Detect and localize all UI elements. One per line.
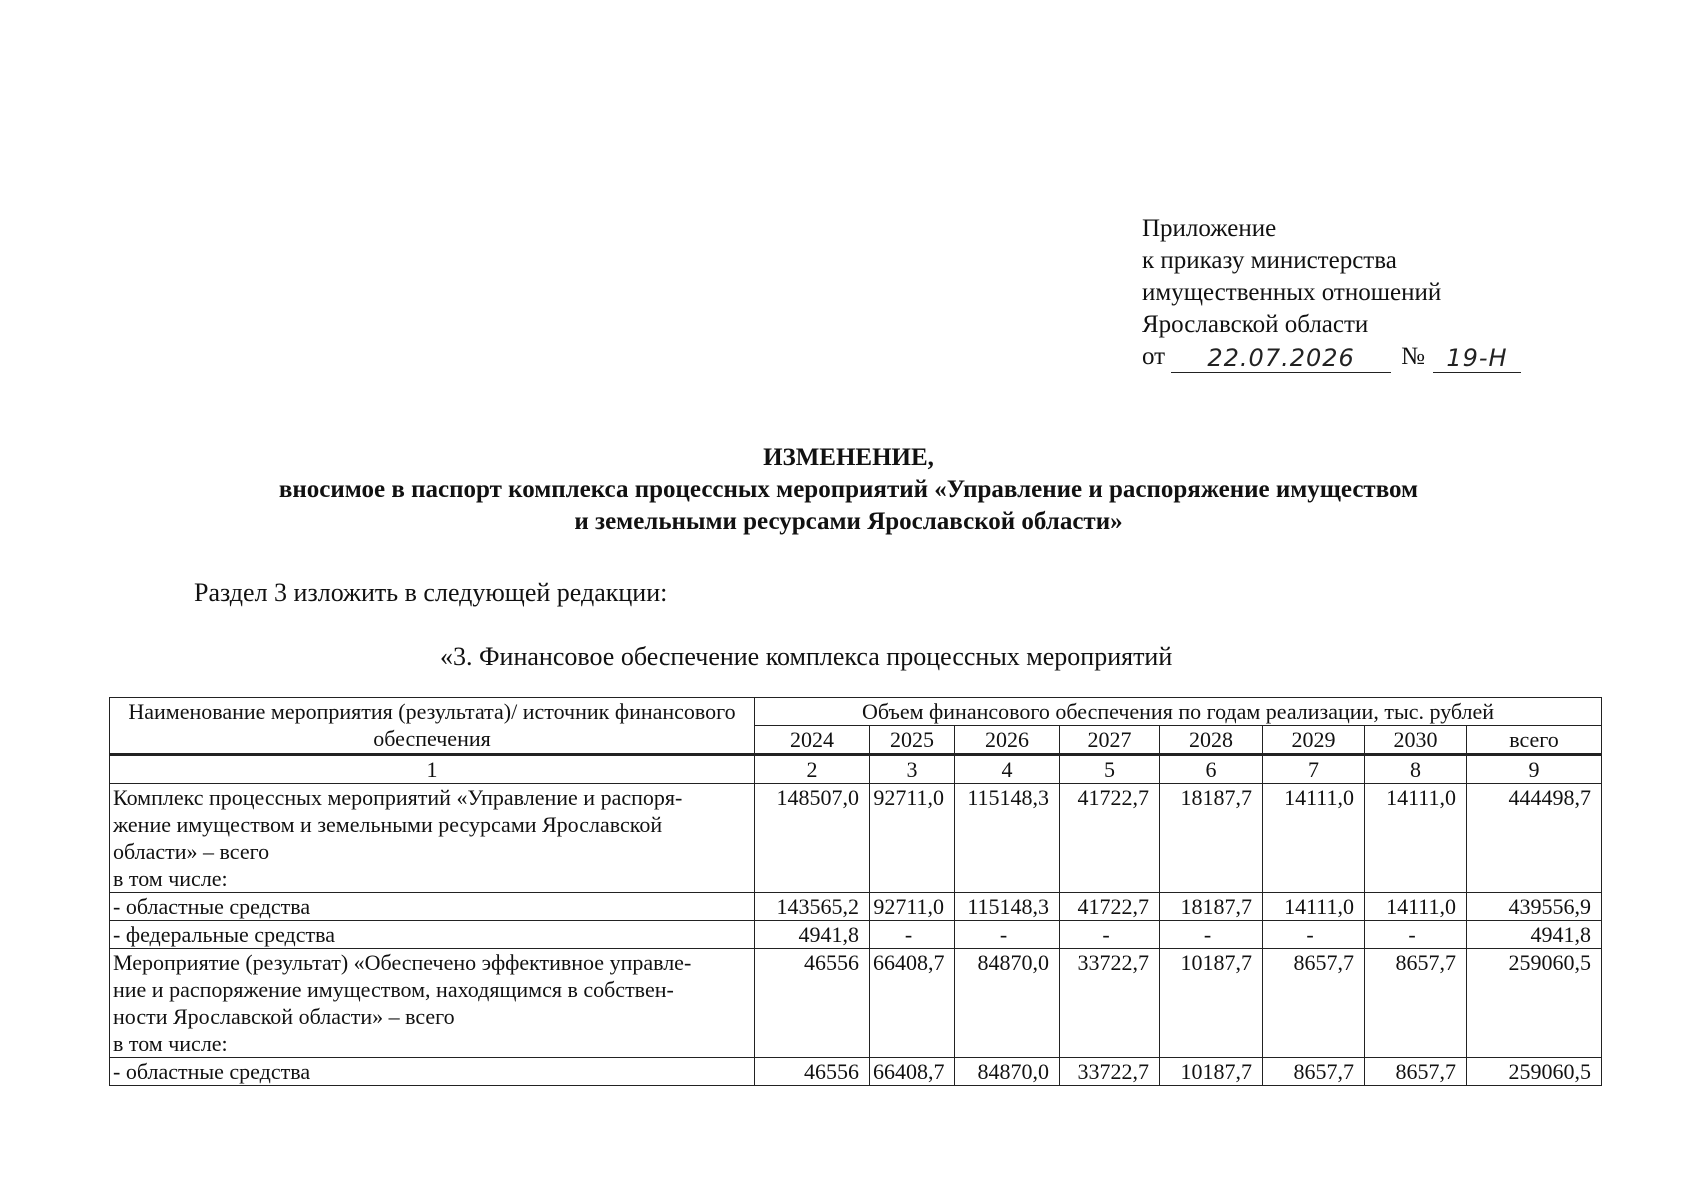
header-year: 2027	[1060, 726, 1160, 755]
appendix-block	[1142, 213, 1521, 373]
column-index-cell: 2	[755, 755, 870, 784]
row-name-line: области» – всего	[113, 839, 270, 864]
column-index-cell: 9	[1467, 755, 1602, 784]
header-year: 2026	[955, 726, 1060, 755]
column-index-cell: 4	[955, 755, 1060, 784]
value-cell: 14111,0	[1263, 893, 1365, 921]
row-name-line: ние и распоряжение имуществом, находящимся в собствен-	[113, 977, 674, 1002]
title-line-3: и земельными ресурсами Ярославской области»	[574, 508, 1123, 535]
column-index-cell: 3	[870, 755, 955, 784]
value-cell: 92711,0	[870, 784, 955, 893]
value-cell: 115148,3	[955, 893, 1060, 921]
value-cell: 439556,9	[1467, 893, 1602, 921]
value-cell: 41722,7	[1060, 893, 1160, 921]
value-cell: 46556	[755, 949, 870, 1058]
row-name-line: - областные средства	[113, 894, 311, 919]
table-row	[110, 784, 1602, 893]
value-cell: 8657,7	[1263, 1058, 1365, 1086]
value-cell: 14111,0	[1365, 893, 1467, 921]
row-name-cell	[110, 921, 755, 949]
appendix-line: Ярославской области	[1142, 311, 1369, 338]
value-cell: 66408,7	[870, 949, 955, 1058]
document-title	[0, 442, 1697, 538]
value-cell: 148507,0	[755, 784, 870, 893]
value-cell: 259060,5	[1467, 949, 1602, 1058]
row-name-cell	[110, 784, 755, 893]
row-name-cell	[110, 893, 755, 921]
table-row	[110, 921, 1602, 949]
section-note: Раздел 3 изложить в следующей редакции:	[194, 578, 668, 607]
column-index-cell: 8	[1365, 755, 1467, 784]
row-name-cell	[110, 1058, 755, 1086]
value-cell: 14111,0	[1365, 784, 1467, 893]
value-cell: 4941,8	[755, 921, 870, 949]
handwritten-date: 22.07.2026	[1171, 344, 1391, 373]
table-row	[110, 893, 1602, 921]
row-name-line: в том числе:	[113, 1031, 228, 1056]
value-cell: 46556	[755, 1058, 870, 1086]
table-row	[110, 949, 1602, 1058]
value-cell: 14111,0	[1263, 784, 1365, 893]
value-cell: 10187,7	[1160, 1058, 1263, 1086]
value-cell: -	[870, 921, 955, 949]
header-volume: Объем финансового обеспечения по годам реализации, тыс. рублей	[755, 698, 1602, 726]
value-cell: 10187,7	[1160, 949, 1263, 1058]
row-name-line: ности Ярославской области» – всего	[113, 1004, 455, 1029]
row-name-line: - областные средства	[113, 1059, 311, 1084]
row-name-line: - федеральные средства	[113, 922, 335, 947]
value-cell: 41722,7	[1060, 784, 1160, 893]
value-cell: -	[1365, 921, 1467, 949]
row-name-line: Мероприятие (результат) «Обеспечено эффективное управле-	[113, 950, 692, 975]
value-cell: 8657,7	[1263, 949, 1365, 1058]
column-index-cell: 7	[1263, 755, 1365, 784]
value-cell: 4941,8	[1467, 921, 1602, 949]
header-year: 2025	[870, 726, 955, 755]
header-year: 2024	[755, 726, 870, 755]
value-cell: 115148,3	[955, 784, 1060, 893]
value-cell: 92711,0	[870, 893, 955, 921]
appendix-line: Приложение	[1142, 215, 1277, 242]
value-cell: 8657,7	[1365, 1058, 1467, 1086]
value-cell: -	[1160, 921, 1263, 949]
header-year: 2029	[1263, 726, 1365, 755]
value-cell: 18187,7	[1160, 784, 1263, 893]
table-caption: «3. Финансовое обеспечение комплекса процессных мероприятий	[440, 642, 1173, 671]
column-index-cell: 5	[1060, 755, 1160, 784]
value-cell: 143565,2	[755, 893, 870, 921]
value-cell: 33722,7	[1060, 1058, 1160, 1086]
value-cell: 66408,7	[870, 1058, 955, 1086]
row-name-line: жение имуществом и земельными ресурсами Ярославской	[113, 812, 663, 837]
order-date-number-line	[1142, 341, 1521, 373]
column-index-row	[110, 755, 1602, 784]
value-cell: -	[1263, 921, 1365, 949]
table-body	[110, 755, 1602, 1086]
column-index-cell: 1	[110, 755, 755, 784]
value-cell: 84870,0	[955, 949, 1060, 1058]
value-cell: 84870,0	[955, 1058, 1060, 1086]
number-sign: №	[1401, 343, 1425, 370]
value-cell: 259060,5	[1467, 1058, 1602, 1086]
handwritten-order-number: 19-Н	[1433, 344, 1521, 373]
row-name-line: Комплекс процессных мероприятий «Управление и распоря-	[113, 785, 683, 810]
value-cell: -	[955, 921, 1060, 949]
date-prefix: от	[1142, 343, 1166, 370]
header-year: 2028	[1160, 726, 1263, 755]
column-index-cell: 6	[1160, 755, 1263, 784]
row-name-line: в том числе:	[113, 866, 228, 891]
value-cell: 444498,7	[1467, 784, 1602, 893]
table-row	[110, 1058, 1602, 1086]
appendix-line: имущественных отношений	[1142, 279, 1442, 306]
title-line-1: ИЗМЕНЕНИЕ,	[763, 444, 934, 471]
financing-table	[109, 697, 1602, 1086]
value-cell: 8657,7	[1365, 949, 1467, 1058]
header-year: 2030	[1365, 726, 1467, 755]
value-cell: 33722,7	[1060, 949, 1160, 1058]
row-name-cell	[110, 949, 755, 1058]
title-line-2: вносимое в паспорт комплекса процессных мероприятий «Управление и распоряжение имуществом	[278, 476, 1419, 503]
header-name: Наименование мероприятия (результата)/ источник финансового обеспечения	[110, 698, 755, 755]
value-cell: -	[1060, 921, 1160, 949]
header-year: всего	[1467, 726, 1602, 755]
appendix-line: к приказу министерства	[1142, 247, 1397, 274]
value-cell: 18187,7	[1160, 893, 1263, 921]
